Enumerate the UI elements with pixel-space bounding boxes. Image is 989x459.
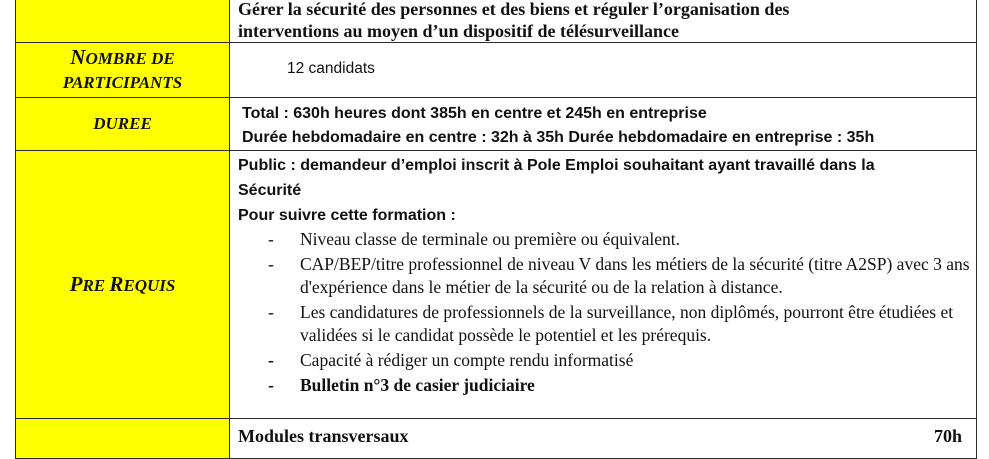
prerequis-label-rest-1: RE [82,275,106,295]
participants-label-line-1 [16,45,229,71]
duree-row [16,98,977,151]
prerequis-suivre-heading: Pour suivre cette formation : [238,207,456,224]
modules-label-cell [16,419,230,459]
list-dash: - [268,254,274,274]
prerequis-label-cap-1: P [69,271,83,296]
participants-row [16,43,977,98]
formation-info-table [15,0,977,459]
participants-value: 12 candidats [287,60,375,77]
duree-text [230,98,976,150]
list-item-text: Niveau classe de terminale ou première ou équivalent. [300,229,680,249]
participants-content-cell [230,43,977,98]
prerequis-content-cell [230,151,977,419]
modules-row [16,419,977,459]
prerequis-label-rest-2: EQUIS [123,275,176,295]
list-item [238,349,970,372]
duree-hebdomadaire: Durée hebdomadaire en centre : 32h à 35h Durée hebdomadaire en entreprise : 35h [242,129,875,146]
list-item [238,301,970,347]
list-dash: - [268,302,274,322]
prerequis-public [238,153,970,203]
modules-text [230,419,976,447]
list-item [238,374,970,397]
objectif-text [230,0,976,42]
list-item-text: Capacité à rédiger un compte rendu informatisé [300,350,634,370]
objectif-content-cell [230,0,977,43]
duree-total: Total : 630h heures dont 385h en centre et 245h en entreprise [242,105,707,122]
duree-label-rest: UREE [105,114,152,133]
list-item-text: Bulletin n°3 de casier judiciaire [300,375,535,395]
modules-label: Modules transversaux [238,426,409,446]
prerequis-content [230,151,976,397]
list-dash: - [268,229,274,249]
prerequis-label-cap-2: R [109,271,124,296]
participants-label-line-2: PARTICIPANTS [62,73,183,92]
list-dash: - [268,375,274,395]
prerequis-label [16,151,230,419]
list-item-text: Les candidatures de professionnels de la surveillance, non diplômés, pourront être étudiées et validées si le candidat possède le potentiel et les prérequis. [300,302,954,345]
prerequis-list [238,228,970,397]
list-item [238,228,970,251]
list-item-text: CAP/BEP/titre professionnel de niveau V dans les métiers de la sécurité (titre A2SP) avec 3 ans d'expérience dans le métier de la sécurité ou de la relation à distance. [300,254,970,297]
prerequis-public-line-2: Sécurité [238,182,302,199]
modules-hours: 70h [933,426,962,446]
objectif-line-1: Gérer la sécurité des personnes et des biens et réguler l’organisation des [238,0,790,19]
duree-label-cap: D [93,114,106,133]
participants-label-cap: N [70,45,86,69]
participants-label [16,43,230,98]
list-dash: - [268,350,274,370]
objectif-row [16,0,977,43]
prerequis-public-line-1: Public : demandeur d’emploi inscrit à Pole Emploi souhaitant ayant travaillé dans la [238,157,875,174]
objectif-line-2: interventions au moyen d’un dispositif de télésurveillance [238,21,680,41]
objectif-label-cell [16,0,230,43]
prerequis-row [16,151,977,419]
duree-content-cell [230,98,977,151]
modules-content-cell [230,419,977,459]
participants-label-rest: OMBRE DE [85,49,175,68]
duree-label [16,98,230,151]
list-item [238,253,970,299]
